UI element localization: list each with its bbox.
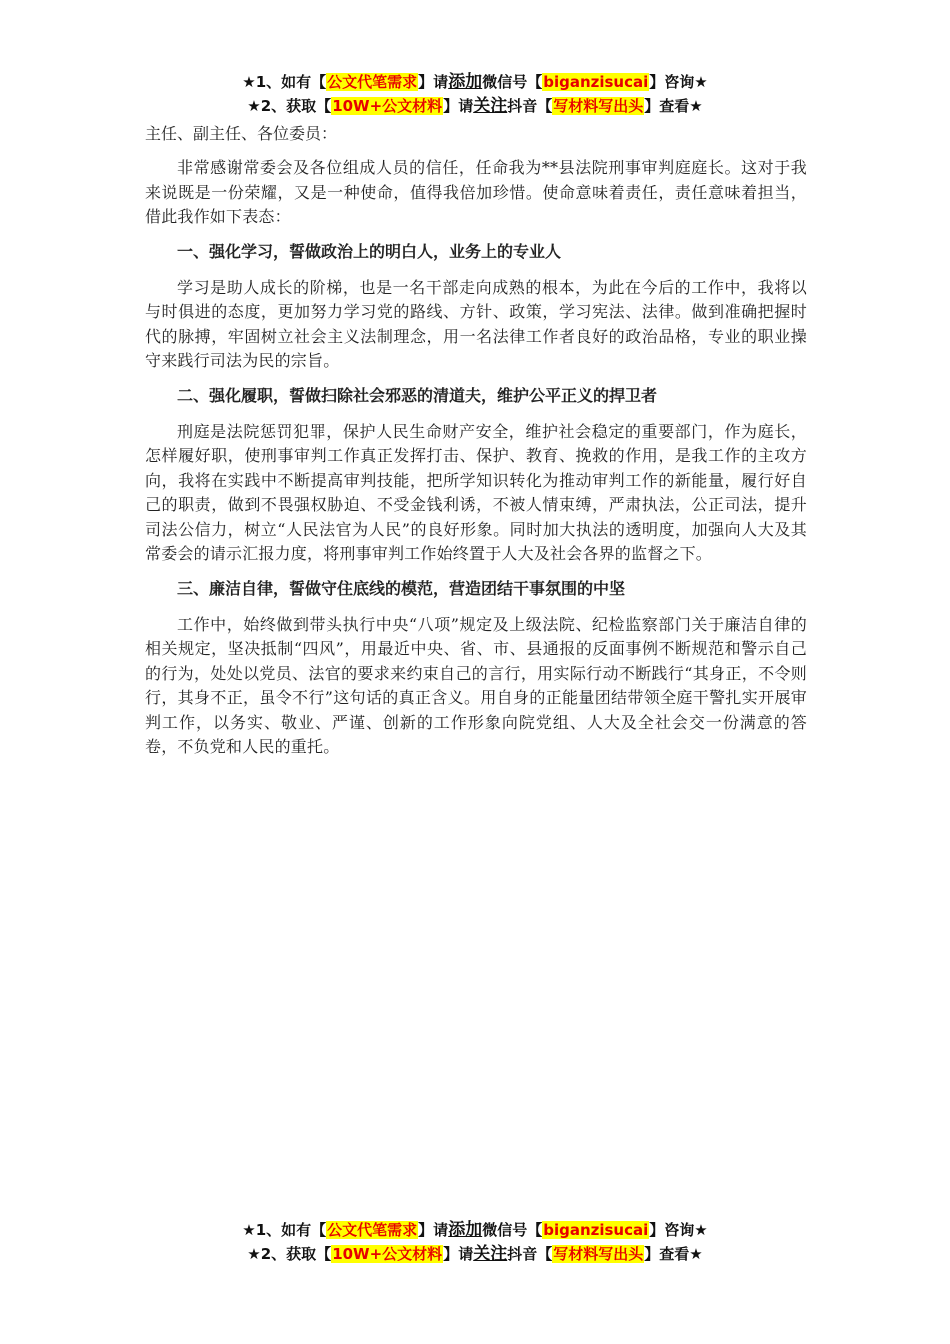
promo-emphasis: 添加 <box>448 1220 483 1240</box>
promo-line-1 <box>0 1218 950 1242</box>
promo-highlight: 10W+公文材料 <box>332 1245 443 1263</box>
bottom-promo-banner <box>0 1218 950 1266</box>
promo-text: ★2、获取【 <box>247 97 332 115</box>
section-body-1: 学习是助人成长的阶梯，也是一名干部走向成熟的根本，为此在今后的工作中，我将以与时俱进的态度，更加努力学习党的路线、方针、政策，学习宪法、法律。做到准确把握时代的脉搏，牢固树立社会主义法制理念，用一名法律工作者良好的政治品格，专业的职业操守来践行司法为民的宗旨。 <box>145 277 807 370</box>
promo-text: 】咨询★ <box>649 1221 708 1239</box>
promo-emphasis: 关注 <box>473 1244 508 1264</box>
section-heading-2: 二、强化履职，誓做扫除社会邪恶的清道夫，维护公平正义的捍卫者 <box>177 385 658 405</box>
promo-text: ★2、获取【 <box>247 1245 332 1263</box>
promo-text: ★1、如有【 <box>242 73 327 91</box>
promo-line-1 <box>0 70 950 94</box>
top-promo-banner <box>0 70 950 118</box>
promo-text: 】请 <box>443 1245 474 1263</box>
promo-text: 】查看★ <box>644 1245 703 1263</box>
section-body-2: 刑庭是法院惩罚犯罪，保护人民生命财产安全，维护社会稳定的重要部门，作为庭长，怎样履好职，使刑事审判工作真正发挥打击、保护、教育、挽救的作用，是我工作的主攻方向，我将在实践中不断提高审判技能，把所学知识转化为推动审判工作的新能量，履行好自己的职责，做到不畏强权胁迫、不受金钱利诱，不被人情束缚，严肃执法，公正司法，提升司法公信力，树立“人民法官为人民”的良好形象。同时加大执法的透明度，加强向人大及其常委会的请示汇报力度，将刑事审判工作始终置于人大及社会各界的监督之下。 <box>145 421 807 563</box>
promo-highlight: 公文代笔需求 <box>327 1221 418 1239</box>
section-body-3: 工作中，始终做到带头执行中央“八项”规定及上级法院、纪检监察部门关于廉洁自律的相关规定，坚决抵制“四风”，用最近中央、省、市、县通报的反面事例不断规范和警示自己的行为，处处以党员、法官的要求来约束自己的言行，用实际行动不断践行“其身正，不令则行，其身不正，虽令不行”这句话的真正含义。用自身的正能量团结带领全庭干警扎实开展审判工作，以务实、敬业、严谨、创新的工作形象向院党组、人大及全社会交一份满意的答卷，不负党和人民的重托。 <box>145 614 807 756</box>
promo-emphasis: 关注 <box>473 96 508 116</box>
salutation: 主任、副主任、各位委员： <box>145 124 338 143</box>
promo-highlight: 10W+公文材料 <box>332 97 443 115</box>
promo-text: 微信号【 <box>482 73 543 91</box>
promo-highlight: 公文代笔需求 <box>327 73 418 91</box>
promo-text: 微信号【 <box>482 1221 543 1239</box>
promo-text: 】请 <box>418 73 449 91</box>
promo-text: 】查看★ <box>644 97 703 115</box>
section-heading-1: 一、强化学习，誓做政治上的明白人，业务上的专业人 <box>177 241 562 261</box>
intro-paragraph: 非常感谢常委会及各位组成人员的信任，任命我为**县法院刑事审判庭庭长。这对于我来说既是一份荣耀，又是一种使命，值得我倍加珍惜。使命意味着责任，责任意味着担当，借此我作如下表态： <box>145 158 807 226</box>
promo-text: 】请 <box>443 97 474 115</box>
promo-emphasis: 添加 <box>448 72 483 92</box>
promo-line-2 <box>0 94 950 118</box>
wechat-id-highlight: biganzisucai <box>543 1221 649 1239</box>
promo-text: ★1、如有【 <box>242 1221 327 1239</box>
douyin-account-highlight: 写材料写出头 <box>553 1245 644 1263</box>
douyin-account-highlight: 写材料写出头 <box>553 97 644 115</box>
promo-line-2 <box>0 1242 950 1266</box>
promo-text: 】咨询★ <box>649 73 708 91</box>
wechat-id-highlight: biganzisucai <box>543 73 649 91</box>
promo-text: 抖音【 <box>507 1245 553 1263</box>
section-heading-3: 三、廉洁自律，誓做守住底线的模范，营造团结干事氛围的中坚 <box>177 578 626 598</box>
document-body <box>145 121 807 770</box>
promo-text: 】请 <box>418 1221 449 1239</box>
promo-text: 抖音【 <box>507 97 553 115</box>
